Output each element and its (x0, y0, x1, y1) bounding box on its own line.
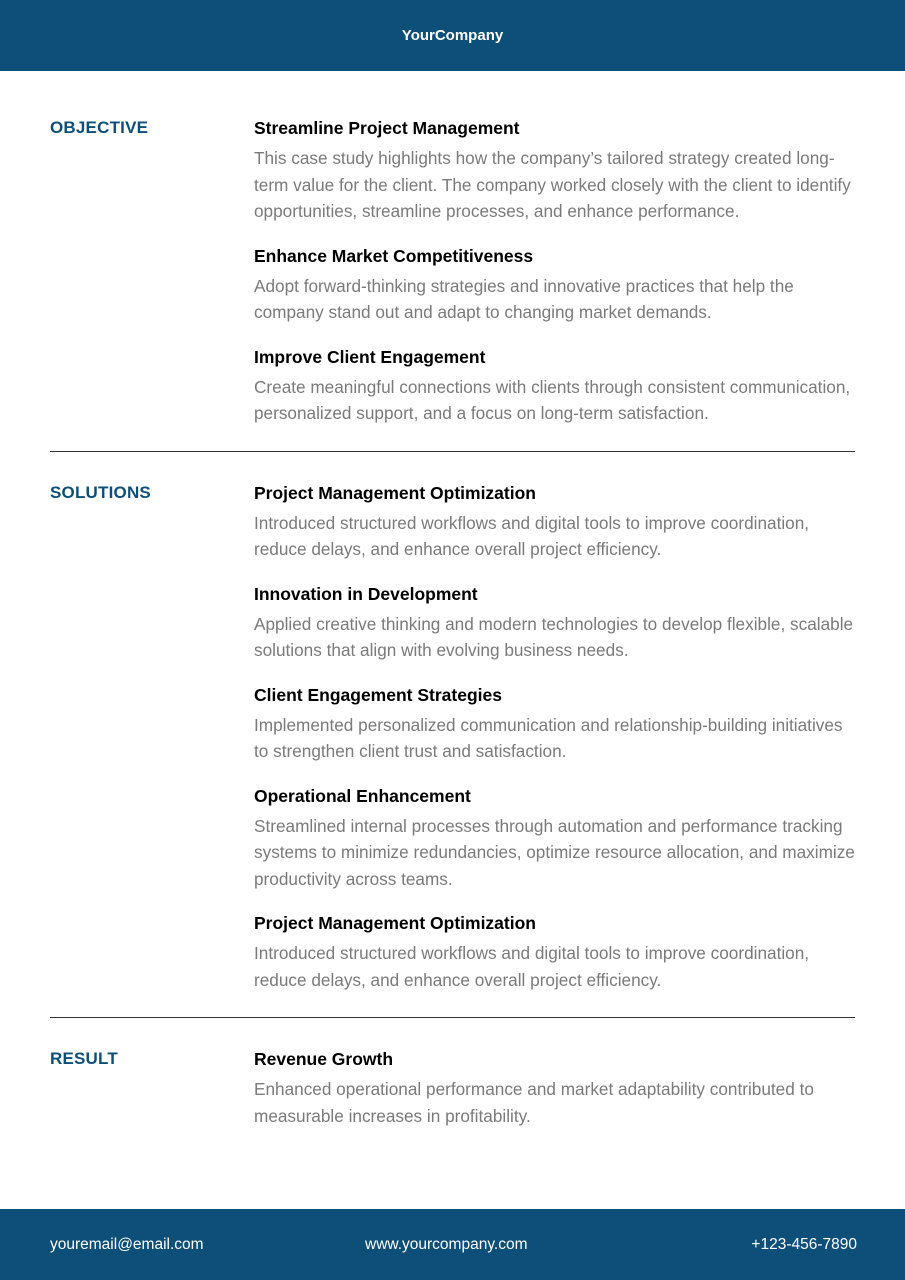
list-item (254, 911, 855, 993)
list-item (254, 481, 855, 563)
header-bar (0, 0, 905, 71)
section-solutions (50, 481, 855, 994)
list-item (254, 582, 855, 664)
item-body: Introduced structured workflows and digital tools to improve coordination, reduce delays, and enhance overall project efficiency. (254, 512, 810, 559)
section-label: OBJECTIVE (50, 118, 149, 137)
item-body: Streamlined internal processes through automation and performance tracking systems to minimize redundancies, optimize resource allocation, and maximize productivity across teams. (254, 815, 855, 889)
footer-bar (0, 1209, 905, 1280)
section-label: RESULT (50, 1049, 118, 1068)
section-result (50, 1047, 855, 1129)
footer-phone: +123-456-7890 (751, 1236, 857, 1253)
divider (50, 1017, 855, 1018)
list-item (254, 345, 855, 427)
item-body: Create meaningful connections with clients through consistent communication, personalized support, and a focus on long-term satisfaction. (254, 376, 851, 423)
item-title: Enhance Market Competitiveness (254, 245, 534, 266)
section-label: SOLUTIONS (50, 482, 151, 502)
item-title: Innovation in Development (254, 583, 478, 604)
list-item (254, 244, 855, 326)
list-item (254, 683, 855, 765)
list-item (254, 784, 855, 893)
list-item (254, 116, 855, 225)
item-title: Project Management Optimization (254, 913, 536, 933)
section-objective (50, 116, 855, 427)
list-item (254, 1047, 855, 1129)
item-body: Implemented personalized communication and relationship-building initiatives to strengthen client trust and satisfaction. (254, 714, 843, 761)
company-name: YourCompany (401, 27, 504, 44)
item-body: Applied creative thinking and modern technologies to develop flexible, scalable solutions that align with evolving business needs. (254, 613, 854, 660)
item-body: This case study highlights how the company’s tailored strategy created long-term value for the client. The company worked closely with the client to identify opportunities, streamline processes, and enhance performance. (254, 148, 851, 221)
footer-website[interactable]: www.yourcompany.com (365, 1236, 528, 1253)
item-title: Client Engagement Strategies (254, 684, 502, 705)
item-title: Project Management Optimization (254, 482, 536, 503)
case-study-content (50, 116, 855, 1129)
footer-email[interactable]: youremail@email.com (50, 1236, 204, 1253)
item-body: Adopt forward-thinking strategies and innovative practices that help the company stand out and adapt to changing market demands. (254, 275, 794, 322)
divider (50, 451, 855, 452)
item-body: Enhanced operational performance and market adaptability contributed to measurable increases in profitability. (254, 1079, 814, 1126)
item-title: Streamline Project Management (254, 118, 520, 138)
item-title: Revenue Growth (254, 1049, 394, 1069)
item-title: Improve Client Engagement (254, 346, 486, 367)
item-body: Introduced structured workflows and digital tools to improve coordination, reduce delays, and enhance overall project efficiency. (254, 943, 810, 990)
item-title: Operational Enhancement (254, 785, 471, 806)
